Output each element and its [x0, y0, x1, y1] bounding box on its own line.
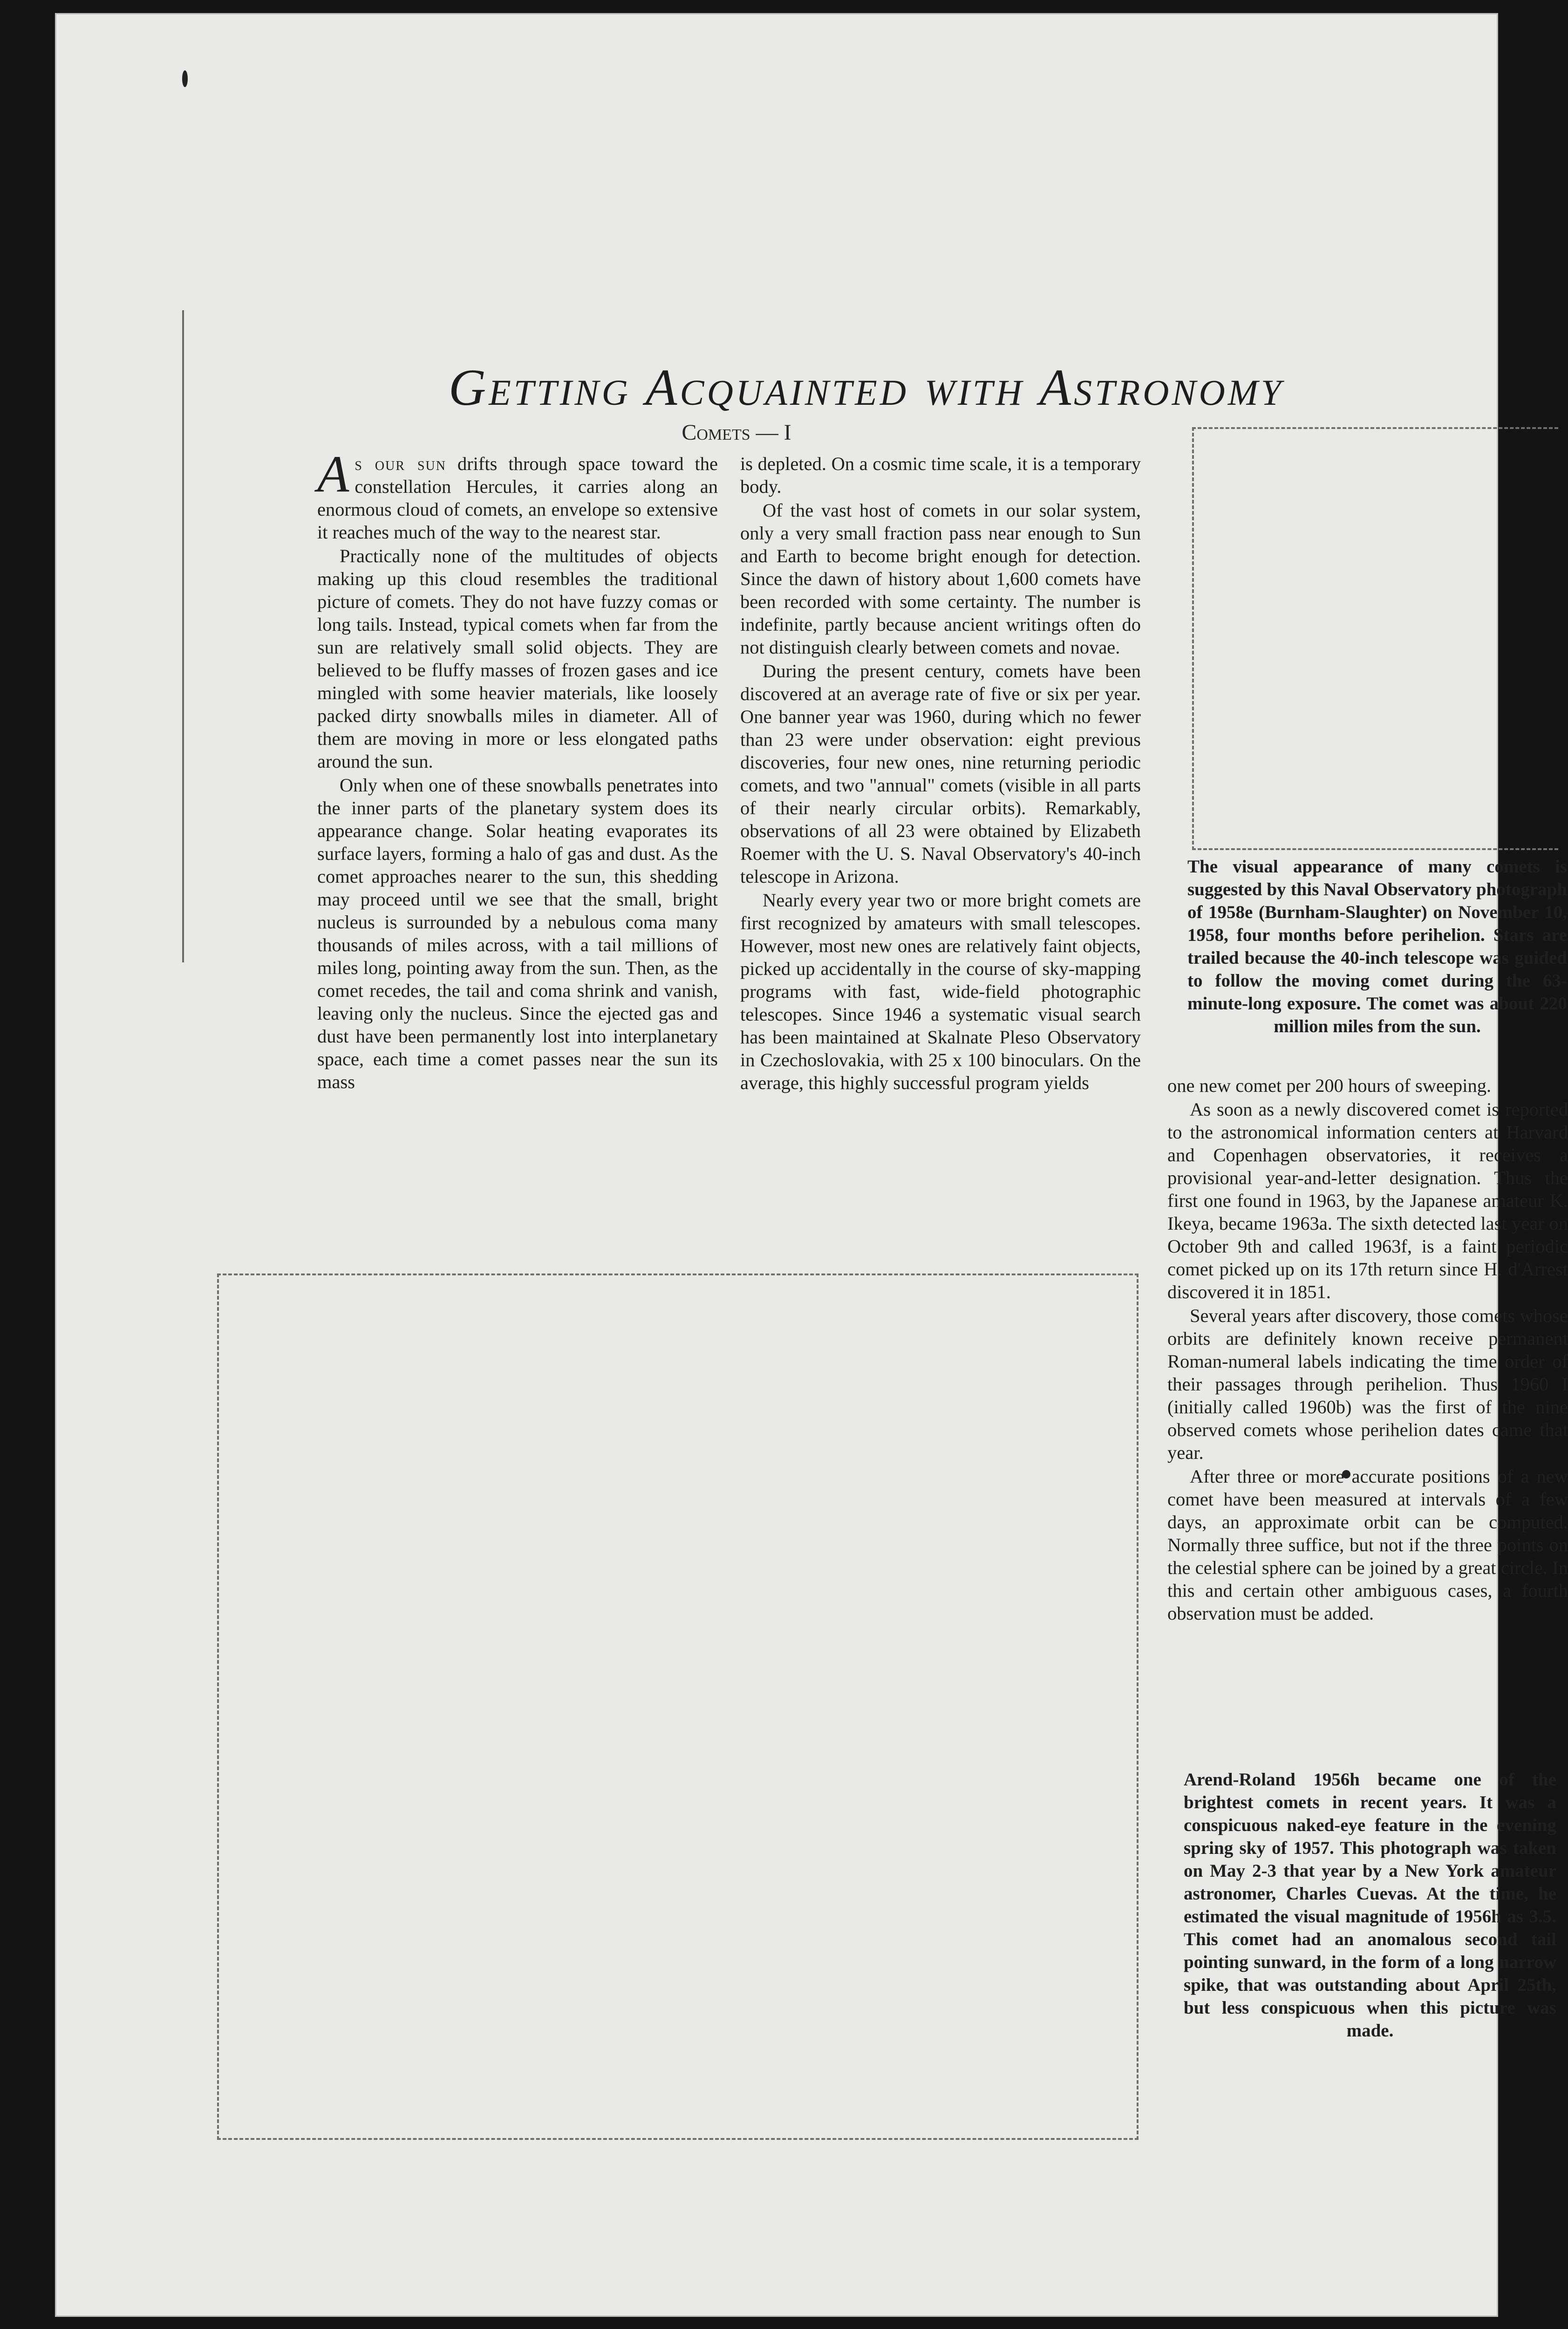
paragraph: During the present century, comets have been discovered at an average rate of five or six per year. One banner year was 1960, during which no fewer than 23 were under observation: eight previous discoveries, four new ones, nine returning periodic comets, and two "annual" comets (visible in all parts of their nearly circular orbits). Remarkably, observations of all 23 were obtained by Elizabeth Roemer with the U. S. Naval Observatory's 40-inch telescope in Arizona. — [740, 661, 1141, 887]
dust-speck — [182, 70, 188, 87]
page-title: Getting Acquainted with Astronomy — [449, 359, 1284, 416]
photo-placeholder-comet-1958e — [1192, 427, 1558, 850]
paragraph: As our sun drifts through space toward the constellation Hercules, it carries along an enormous cloud of comets, an envelope so extensive it reaches much of the way to the nearest star. — [317, 445, 718, 543]
paragraph: Several years after discovery, those comets whose orbits are definitely known receive permanent Roman-numeral labels indicating the time order of their passages through perihelion. Thus 1960 I (initially called 1960b) was the first of the nine observed comets whose perihelion dates came that year. — [1167, 1305, 1568, 1463]
paragraph: Nearly every year two or more bright comets are first recognized by amateurs with small telescopes. However, most new ones are relatively faint objects, picked up accidentally in the course of sky-mapping programs with fast, wide-field photographic telescopes. Since 1946 a systematic visual search has been maintained at Skalnate Pleso Observatory in Czechoslovakia, with 25 x 100 binoculars. On the average, this highly successful program yields — [740, 890, 1141, 1093]
article-column-1 — [317, 445, 718, 1253]
caption-naval-observatory: The visual appearance of many comets is suggested by this Naval Observatory photograph of 1958e (Burnham-Slaughter) on November 10, 1958, four months before perihelion. Stars are trailed because the 40-inch telescope was guided to follow the moving comet during the 63-minute-long exposure. The comet was about 220 million miles from the sun. — [1187, 857, 1567, 1036]
paragraph: After three or more accurate positions of a new comet have been measured at intervals of a few days, an approximate orbit can be computed. Normally three suffice, but not if the three points on the celestial sphere can be joined by a great circle. In this and certain other ambiguous cases, a fourth observation must be added. — [1167, 1466, 1568, 1624]
paragraph: As soon as a newly discovered comet is reported to the astronomical information centers at Harvard and Copenhagen observatories, it receives a provisional year-and-letter designation. Thus the first one found in 1963, by the Japanese amateur K. Ikeya, became 1963a. The sixth detected last year on October 9th and called 1963f, is a faint periodic comet picked up on its 17th return since H. d'Arrest discovered it in 1851. — [1167, 1099, 1568, 1302]
lead-caps: s our sun — [355, 453, 446, 474]
article-column-2 — [740, 452, 1141, 1253]
margin-mark — [182, 310, 184, 962]
paragraph: Practically none of the multitudes of objects making up this cloud resembles the traditional picture of comets. They do not have fuzzy comas or long tails. Instead, typical comets when far from the sun are relatively small solid objects. They are believed to be fluffy masses of frozen gases and ice mingled with some heavier materials, like loosely packed dirty snowballs miles in diameter. All of them are moving in more or less elongated paths around the sun. — [317, 545, 718, 772]
paragraph: is depleted. On a cosmic time scale, it is a temporary body. — [740, 453, 1141, 497]
paragraph: one new comet per 200 hours of sweeping. — [1167, 1075, 1492, 1096]
scanned-page — [55, 13, 1568, 2317]
drop-cap: A — [317, 445, 349, 503]
paragraph: Of the vast host of comets in our solar system, only a very small fraction pass near enough to Sun and Earth to become bright enough for detection. Since the dawn of history about 1,600 comets have been recorded with some certainty. The number is indefinite, partly because ancient writings often do not distinguish clearly between comets and novae. — [740, 500, 1141, 658]
page-subtitle: Comets — I — [682, 420, 791, 445]
article-column-3 — [1167, 1074, 1568, 1761]
caption-arend-roland: Arend-Roland 1956h became one of the brightest comets in recent years. It was a conspicuous naked-eye feature in the evening spring sky of 1957. This photograph was taken on May 2-3 that year by a New York amateur astronomer, Charles Cuevas. At the time, he estimated the visual magnitude of 1956h as 3.5. This comet had an anomalous second tail pointing sunward, in the form of a long narrow spike, that was outstanding about April 25th, but less conspicuous when this picture was made. — [1184, 1770, 1556, 2041]
photo-placeholder-arend-roland — [217, 1273, 1139, 2140]
paragraph: Only when one of these snowballs penetrates into the inner parts of the planetary system does its appearance change. Solar heating evaporates its surface layers, forming a halo of gas and dust. As the comet approaches nearer to the sun, this shedding may proceed until we see that the small, bright nucleus is surrounded by a nebulous coma many thousands of miles across, with a tail millions of miles long, pointing away from the sun. Then, as the comet recedes, the tail and coma shrink and vanish, leaving only the nucleus. Since the ejected gas and dust have been permanently lost into interplanetary space, each time a comet passes near the sun its mass — [317, 775, 718, 1092]
